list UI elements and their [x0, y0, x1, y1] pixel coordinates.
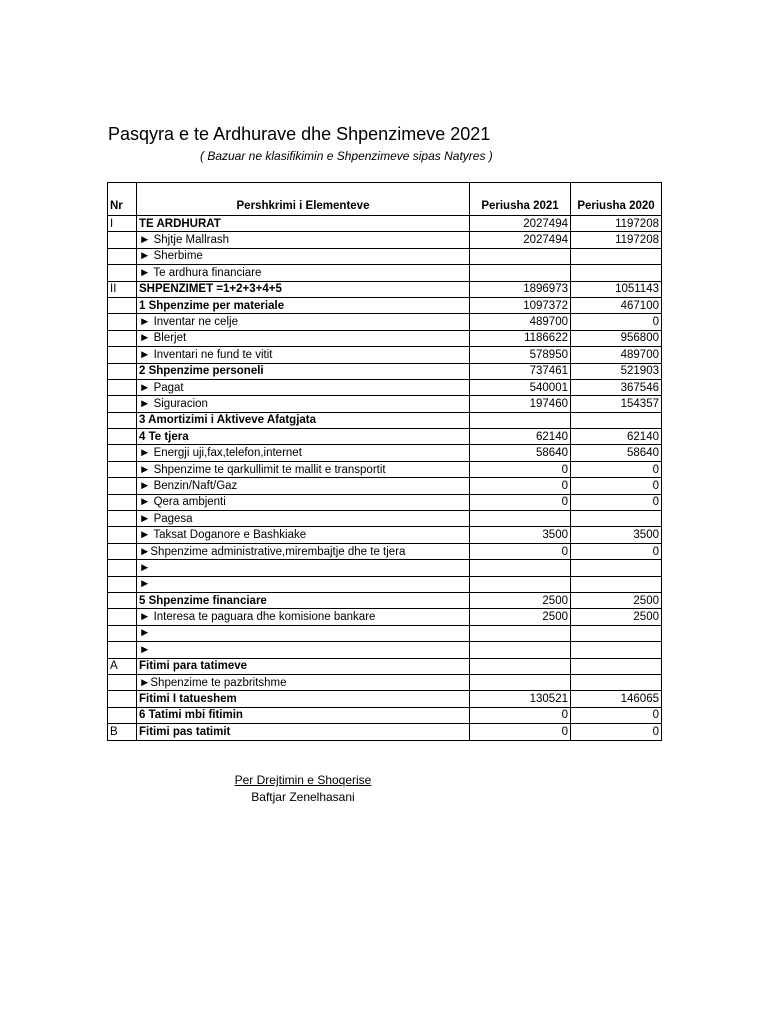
row-description: ► Inventari ne fund te vitit [137, 347, 470, 363]
row-number [108, 543, 137, 559]
table-row [108, 478, 662, 494]
table-row [108, 429, 662, 445]
row-number [108, 297, 137, 313]
row-description: ► Blerjet [137, 330, 470, 346]
table-row [108, 527, 662, 543]
row-description: ►Shpenzime te pazbritshme [137, 674, 470, 690]
row-value-2021 [470, 576, 571, 592]
row-description: ► [137, 560, 470, 576]
row-description: 2 Shpenzime personeli [137, 363, 470, 379]
row-value-2020: 0 [571, 707, 662, 723]
table-row [108, 248, 662, 264]
row-number [108, 314, 137, 330]
table-row [108, 330, 662, 346]
row-value-2020 [571, 248, 662, 264]
row-value-2020: 1197208 [571, 232, 662, 248]
row-value-2021: 197460 [470, 396, 571, 412]
row-value-2021: 540001 [470, 379, 571, 395]
row-number [108, 232, 137, 248]
column-header-2021: Periusha 2021 [470, 183, 571, 216]
row-description: ► [137, 576, 470, 592]
row-description: Fitimi I tatueshem [137, 691, 470, 707]
row-description: ►Shpenzime administrative,mirembajtje dhe te tjera [137, 543, 470, 559]
row-description: ► Qera ambjenti [137, 494, 470, 510]
row-value-2020: 146065 [571, 691, 662, 707]
row-description: ► Pagat [137, 379, 470, 395]
table-row [108, 379, 662, 395]
table-header-row [108, 183, 662, 216]
row-number [108, 625, 137, 641]
table-row [108, 265, 662, 281]
row-number [108, 691, 137, 707]
row-value-2020: 521903 [571, 363, 662, 379]
row-number: A [108, 658, 137, 674]
row-description: 4 Te tjera [137, 429, 470, 445]
row-number [108, 609, 137, 625]
row-value-2021: 1896973 [470, 281, 571, 297]
row-value-2020: 0 [571, 543, 662, 559]
row-number [108, 396, 137, 412]
table-row [108, 724, 662, 740]
row-description: ► Energji uji,fax,telefon,internet [137, 445, 470, 461]
row-number [108, 592, 137, 608]
row-value-2021: 62140 [470, 429, 571, 445]
income-statement-table [107, 182, 662, 741]
row-description: ► Te ardhura financiare [137, 265, 470, 281]
row-value-2020 [571, 642, 662, 658]
document-subtitle: ( Bazuar ne klasifikimin e Shpenzimeve sipas Natyres ) [200, 149, 493, 163]
row-value-2021: 2500 [470, 609, 571, 625]
row-value-2021: 0 [470, 461, 571, 477]
row-number [108, 347, 137, 363]
row-description: 6 Tatimi mbi fitimin [137, 707, 470, 723]
table-row [108, 281, 662, 297]
row-description: ► [137, 625, 470, 641]
table-row [108, 592, 662, 608]
table-row [108, 412, 662, 428]
row-value-2020: 1197208 [571, 216, 662, 232]
table-row [108, 691, 662, 707]
row-description: 3 Amortizimi i Aktiveve Afatgjata [137, 412, 470, 428]
row-number [108, 707, 137, 723]
row-number [108, 248, 137, 264]
table-row [108, 560, 662, 576]
row-value-2021: 130521 [470, 691, 571, 707]
row-description: ► Inventar ne celje [137, 314, 470, 330]
row-value-2020: 0 [571, 724, 662, 740]
row-value-2020: 154357 [571, 396, 662, 412]
row-value-2020 [571, 576, 662, 592]
row-description: ► Benzin/Naft/Gaz [137, 478, 470, 494]
table-row [108, 674, 662, 690]
table-row [108, 642, 662, 658]
row-value-2020: 1051143 [571, 281, 662, 297]
table-row [108, 461, 662, 477]
row-number [108, 560, 137, 576]
row-number [108, 265, 137, 281]
table-row [108, 707, 662, 723]
table-row [108, 396, 662, 412]
row-value-2021: 58640 [470, 445, 571, 461]
row-number [108, 674, 137, 690]
row-description: Fitimi para tatimeve [137, 658, 470, 674]
row-description: TE ARDHURAT [137, 216, 470, 232]
row-number [108, 642, 137, 658]
row-value-2020: 58640 [571, 445, 662, 461]
row-value-2021 [470, 560, 571, 576]
row-value-2020: 0 [571, 461, 662, 477]
row-number [108, 379, 137, 395]
row-number [108, 445, 137, 461]
row-value-2021 [470, 625, 571, 641]
row-value-2020 [571, 560, 662, 576]
row-value-2020 [571, 511, 662, 527]
row-value-2021 [470, 674, 571, 690]
table-row [108, 658, 662, 674]
row-value-2021: 2500 [470, 592, 571, 608]
table-row [108, 363, 662, 379]
row-number [108, 363, 137, 379]
row-description: ► Taksat Doganore e Bashkiake [137, 527, 470, 543]
row-value-2020: 3500 [571, 527, 662, 543]
table-row [108, 445, 662, 461]
table-row [108, 232, 662, 248]
row-value-2020: 489700 [571, 347, 662, 363]
row-value-2020: 0 [571, 314, 662, 330]
row-number [108, 576, 137, 592]
row-description: ► Shpenzime te qarkullimit te mallit e transportit [137, 461, 470, 477]
signature-name: Baftjar Zenelhasani [251, 790, 355, 804]
row-value-2021: 1097372 [470, 297, 571, 313]
row-description: ► Pagesa [137, 511, 470, 527]
row-value-2021 [470, 511, 571, 527]
row-description: ► Interesa te paguara dhe komisione bankare [137, 609, 470, 625]
row-value-2021: 1186622 [470, 330, 571, 346]
row-number [108, 461, 137, 477]
signature-role: Per Drejtimin e Shoqerise [234, 773, 372, 787]
table-row [108, 625, 662, 641]
row-value-2020: 2500 [571, 592, 662, 608]
row-description: ► Siguracion [137, 396, 470, 412]
document-title: Pasqyra e te Ardhurave dhe Shpenzimeve 2021 [108, 124, 491, 144]
row-number [108, 478, 137, 494]
row-number [108, 429, 137, 445]
table-row [108, 576, 662, 592]
row-value-2020: 0 [571, 494, 662, 510]
row-value-2021 [470, 658, 571, 674]
row-value-2021: 737461 [470, 363, 571, 379]
row-number [108, 412, 137, 428]
row-value-2021: 3500 [470, 527, 571, 543]
row-value-2021: 0 [470, 707, 571, 723]
column-header-description: Pershkrimi i Elementeve [137, 183, 470, 216]
row-description: Fitimi pas tatimit [137, 724, 470, 740]
row-description: ► Sherbime [137, 248, 470, 264]
row-value-2020: 367546 [571, 379, 662, 395]
row-number [108, 330, 137, 346]
table-row [108, 494, 662, 510]
row-value-2021: 0 [470, 724, 571, 740]
row-value-2021 [470, 412, 571, 428]
row-description: 1 Shpenzime per materiale [137, 297, 470, 313]
row-value-2020: 956800 [571, 330, 662, 346]
table-row [108, 347, 662, 363]
row-description: ► Shjtje Mallrash [137, 232, 470, 248]
row-number: II [108, 281, 137, 297]
row-value-2021: 0 [470, 478, 571, 494]
row-value-2020: 2500 [571, 609, 662, 625]
row-number: B [108, 724, 137, 740]
row-value-2021: 2027494 [470, 216, 571, 232]
row-number [108, 511, 137, 527]
row-value-2021 [470, 248, 571, 264]
row-description: 5 Shpenzime financiare [137, 592, 470, 608]
table-row [108, 314, 662, 330]
table-row [108, 609, 662, 625]
column-header-2020: Periusha 2020 [571, 183, 662, 216]
row-value-2021: 0 [470, 494, 571, 510]
row-description: ► [137, 642, 470, 658]
row-value-2020: 0 [571, 478, 662, 494]
row-value-2020 [571, 625, 662, 641]
row-value-2020 [571, 412, 662, 428]
row-value-2020 [571, 658, 662, 674]
row-value-2021: 489700 [470, 314, 571, 330]
row-value-2021: 578950 [470, 347, 571, 363]
table-row [108, 297, 662, 313]
row-value-2021 [470, 265, 571, 281]
table-row [108, 543, 662, 559]
table-row [108, 511, 662, 527]
row-value-2020: 467100 [571, 297, 662, 313]
row-number: I [108, 216, 137, 232]
row-value-2021 [470, 642, 571, 658]
row-number [108, 494, 137, 510]
row-description: SHPENZIMET =1+2+3+4+5 [137, 281, 470, 297]
row-value-2021: 0 [470, 543, 571, 559]
column-header-nr: Nr [108, 183, 137, 216]
row-value-2021: 2027494 [470, 232, 571, 248]
row-number [108, 527, 137, 543]
row-value-2020 [571, 674, 662, 690]
row-value-2020: 62140 [571, 429, 662, 445]
table-row [108, 216, 662, 232]
row-value-2020 [571, 265, 662, 281]
